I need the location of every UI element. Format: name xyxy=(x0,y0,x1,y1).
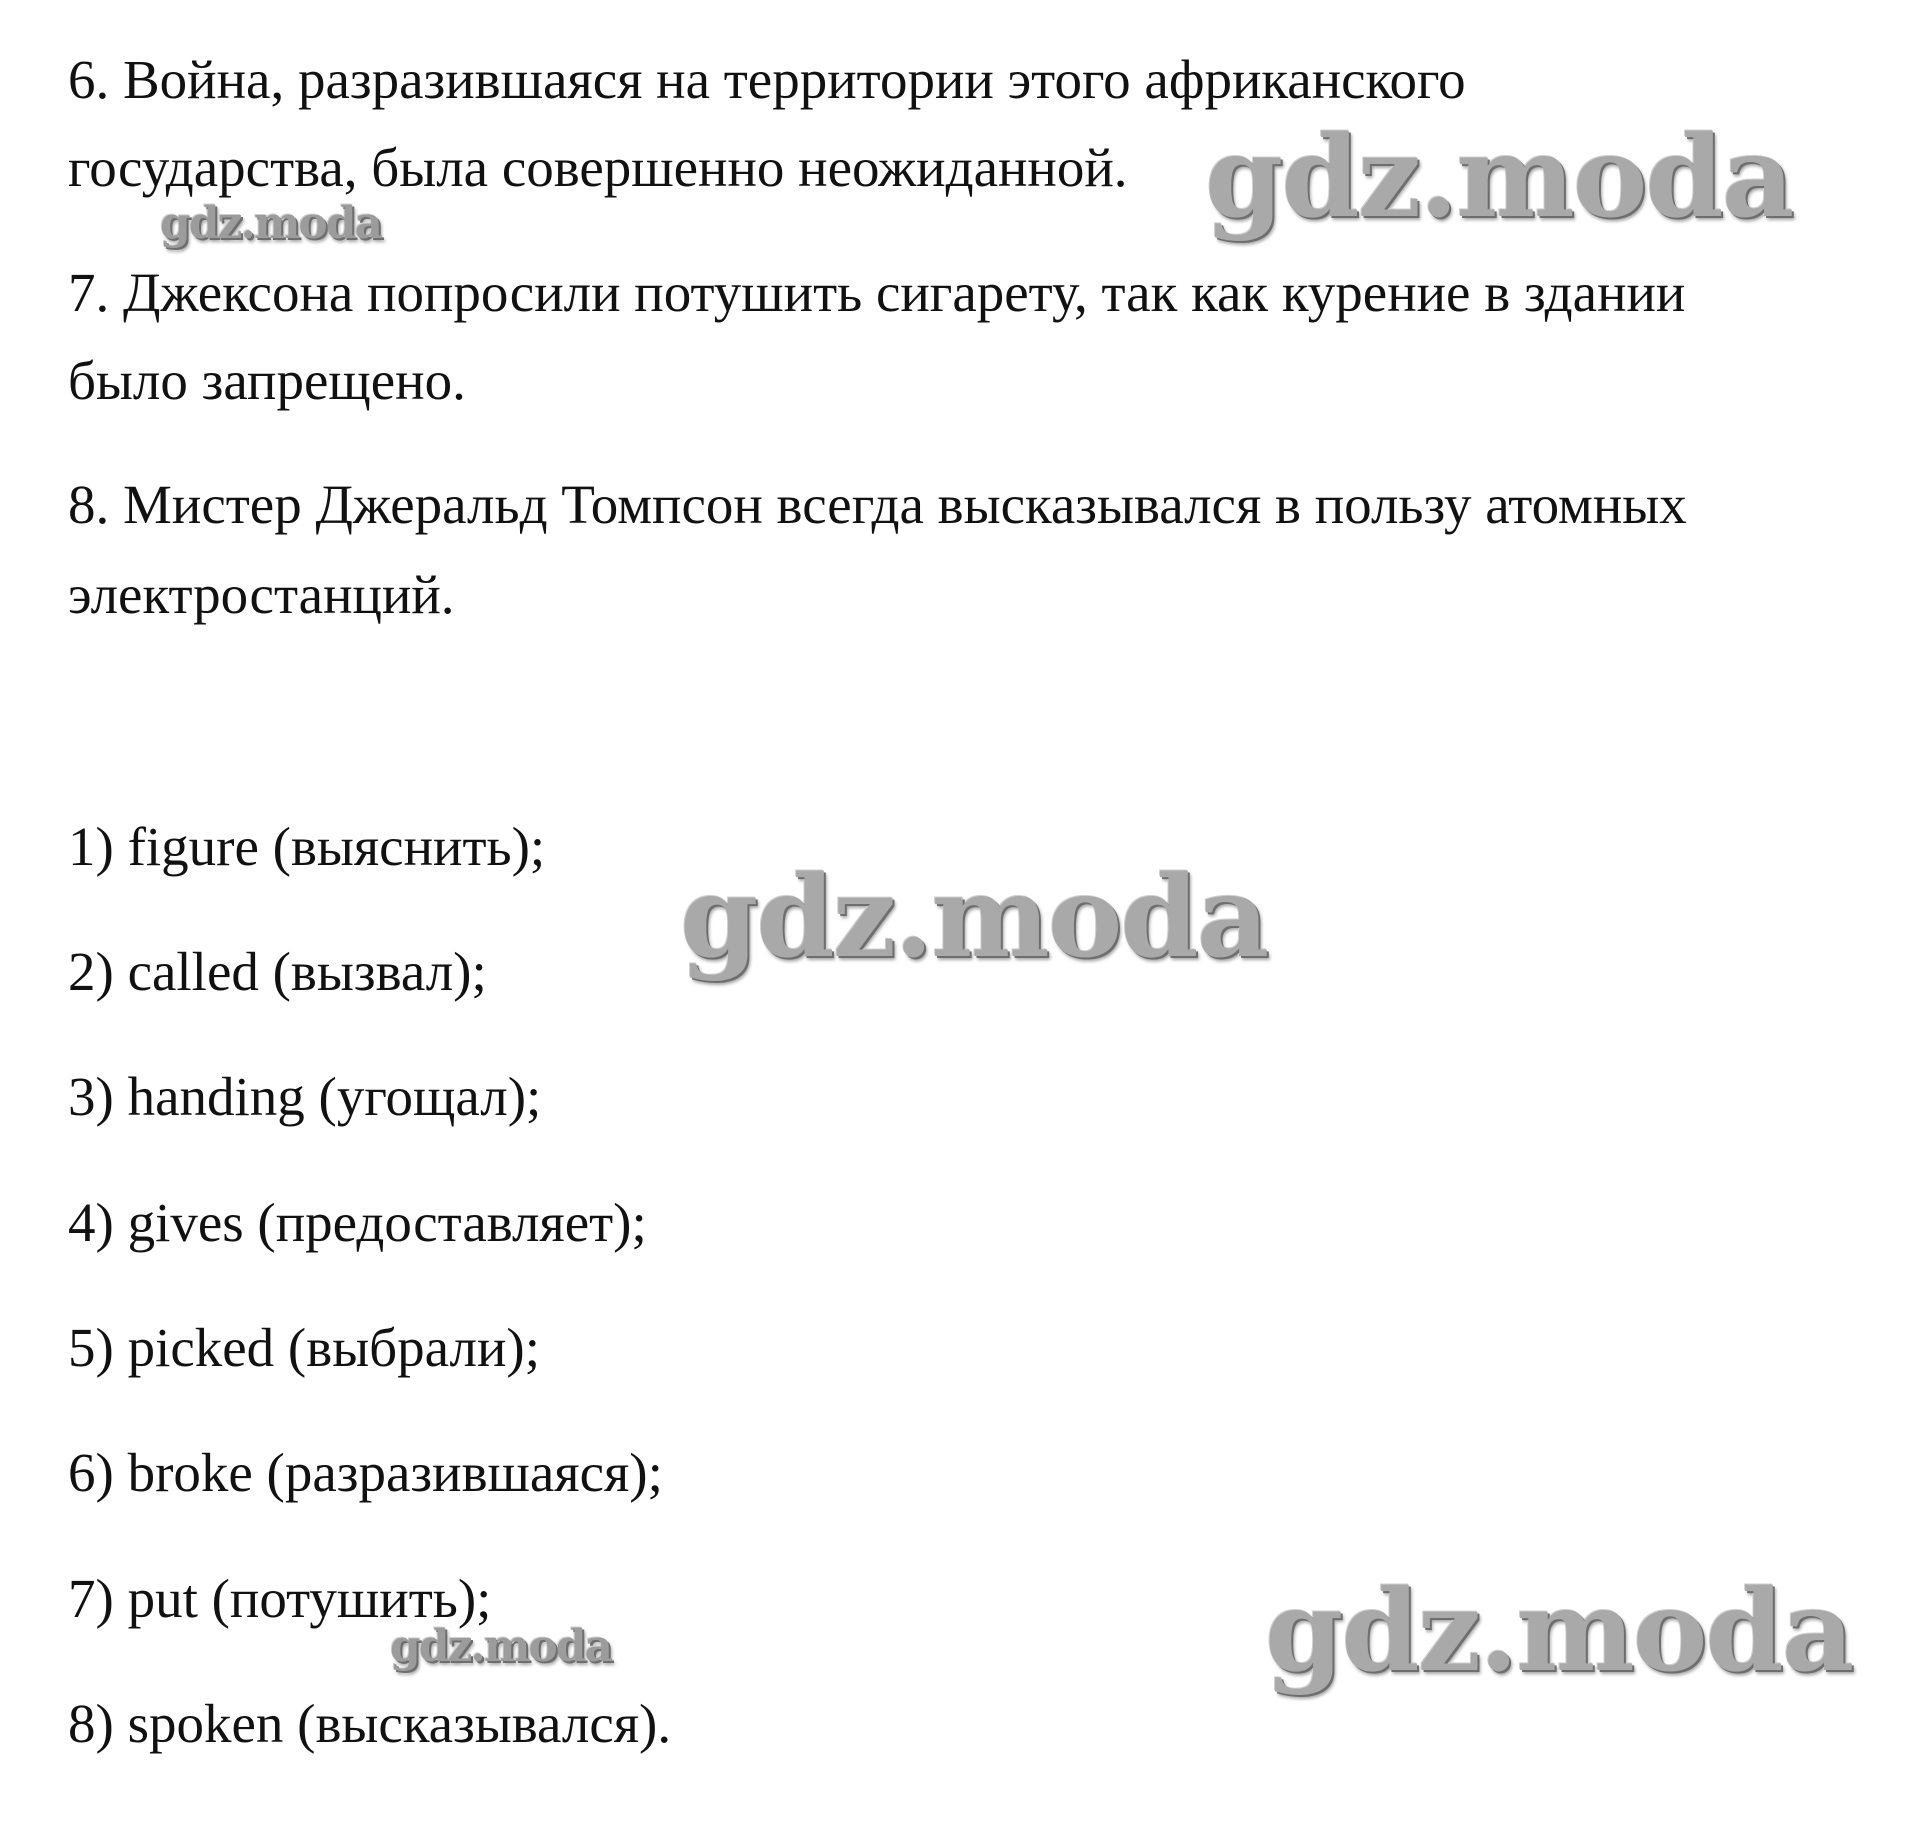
answer-item-5: 5) picked (выбрали); xyxy=(68,1317,541,1378)
answer-item-8: 8) spoken (высказывался). xyxy=(68,1693,672,1754)
sentence-6-line-2: государства, была совершенно неожиданной. xyxy=(68,137,1128,198)
answer-item-7: 7) put (потушить); xyxy=(68,1568,492,1629)
sentence-6-line-1: 6. Война, разразившаяся на территории этого африканского xyxy=(68,49,1466,110)
sentence-7-line-1: 7. Джексона попросили потушить сигарету, так как курение в здании xyxy=(68,262,1686,323)
answer-item-3: 3) handing (угощал); xyxy=(68,1066,542,1127)
sentence-7-line-2: было запрещено. xyxy=(68,350,466,411)
sentence-8-line-1: 8. Мистер Джеральд Томпсон всегда высказывался в пользу атомных xyxy=(68,474,1687,535)
watermark-logo: gdz.moda xyxy=(1265,1566,1853,1697)
watermark-logo: gdz.moda xyxy=(160,198,382,249)
answer-item-1: 1) figure (выяснить); xyxy=(68,816,546,877)
answer-item-6: 6) broke (разразившаяся); xyxy=(68,1442,663,1503)
answer-item-4: 4) gives (предоставляет); xyxy=(68,1192,647,1253)
watermark-logo: gdz.moda xyxy=(1205,112,1793,243)
answer-item-2: 2) called (вызвал); xyxy=(68,941,487,1002)
watermark-logo: gdz.moda xyxy=(390,1621,612,1672)
sentence-8-line-2: электростанций. xyxy=(68,564,455,625)
watermark-logo: gdz.moda xyxy=(680,852,1268,983)
